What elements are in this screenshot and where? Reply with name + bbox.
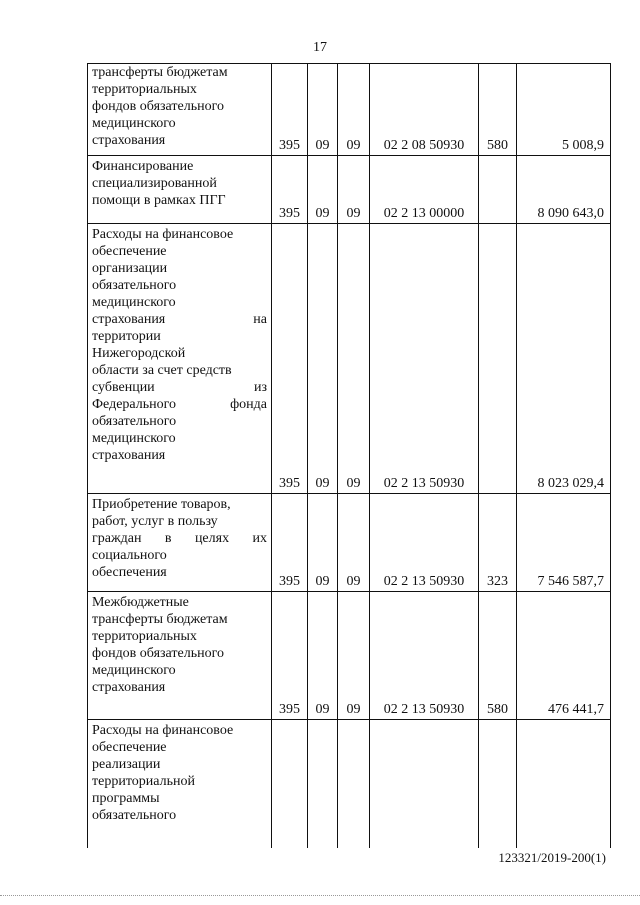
document-code: 123321/2019-200(1) bbox=[498, 850, 606, 865]
description-line: специализированной bbox=[92, 176, 217, 191]
ministry-code-cell: 395 bbox=[272, 64, 308, 156]
description-line: обеспечение bbox=[92, 244, 167, 259]
subsection-code-cell: 09 bbox=[338, 592, 370, 720]
section-code-cell: 09 bbox=[308, 64, 338, 156]
description-line bbox=[92, 379, 267, 396]
description-cell bbox=[88, 592, 272, 720]
expense-type-cell: 580 bbox=[479, 64, 517, 156]
description-line: Расходы на финансовое bbox=[92, 227, 234, 242]
description-line: Нижегородской bbox=[92, 346, 186, 361]
subsection-code-cell: 09 bbox=[338, 224, 370, 494]
description-line: медицинского bbox=[92, 663, 176, 678]
section-code-cell: 09 bbox=[308, 224, 338, 494]
description-word: на bbox=[253, 312, 267, 327]
description-line: страхования bbox=[92, 133, 166, 148]
description-cell bbox=[88, 494, 272, 592]
description-line: области за счет средств bbox=[92, 363, 232, 378]
page-number: 17 bbox=[313, 40, 327, 55]
description-line: обеспечение bbox=[92, 740, 167, 755]
amount-cell: 476 441,7 bbox=[517, 592, 611, 720]
ministry-code-cell: 395 bbox=[272, 592, 308, 720]
description-cell bbox=[88, 64, 272, 156]
description-word: граждан bbox=[92, 531, 142, 546]
description-line: Приобретение товаров, bbox=[92, 497, 231, 512]
description-line: трансферты бюджетам bbox=[92, 612, 228, 627]
table-row bbox=[88, 224, 611, 494]
description-line: территории bbox=[92, 329, 161, 344]
scan-edge bbox=[0, 895, 640, 896]
target-article-cell bbox=[370, 720, 479, 848]
expense-type-cell: 323 bbox=[479, 494, 517, 592]
subsection-code-cell: 09 bbox=[338, 64, 370, 156]
description-line: реализации bbox=[92, 757, 161, 772]
description-word: в bbox=[164, 531, 172, 546]
description-line: организации bbox=[92, 261, 168, 276]
table-row bbox=[88, 64, 611, 156]
description-cell bbox=[88, 720, 272, 848]
section-code-cell: 09 bbox=[308, 592, 338, 720]
description-line: фондов обязательного bbox=[92, 646, 224, 661]
amount-cell: 7 546 587,7 bbox=[517, 494, 611, 592]
description-line: фондов обязательного bbox=[92, 99, 224, 114]
description-word: фонда bbox=[230, 397, 267, 412]
table-row bbox=[88, 494, 611, 592]
description-word: страхования bbox=[92, 312, 166, 327]
description-word: целях bbox=[194, 531, 230, 546]
description-line: трансферты бюджетам bbox=[92, 65, 228, 80]
subsection-code-cell: 09 bbox=[338, 156, 370, 224]
target-article-cell: 02 2 13 50930 bbox=[370, 224, 479, 494]
description-line: социального bbox=[92, 548, 167, 563]
budget-table bbox=[87, 63, 611, 848]
ministry-code-cell: 395 bbox=[272, 224, 308, 494]
amount-cell: 5 008,9 bbox=[517, 64, 611, 156]
ministry-code-cell: 395 bbox=[272, 156, 308, 224]
ministry-code-cell: 395 bbox=[272, 494, 308, 592]
description-word: субвенции bbox=[92, 380, 155, 395]
amount-cell: 8 023 029,4 bbox=[517, 224, 611, 494]
subsection-code-cell bbox=[338, 720, 370, 848]
description-cell bbox=[88, 224, 272, 494]
target-article-cell: 02 2 08 50930 bbox=[370, 64, 479, 156]
table-row bbox=[88, 156, 611, 224]
table-row bbox=[88, 720, 611, 848]
expense-type-cell: 580 bbox=[479, 592, 517, 720]
ministry-code-cell bbox=[272, 720, 308, 848]
table-body bbox=[88, 64, 611, 848]
description-line: страхования bbox=[92, 680, 166, 695]
description-word: Федерального bbox=[92, 397, 177, 412]
description-line: страхования bbox=[92, 448, 166, 463]
description-line: помощи в рамках ПГГ bbox=[92, 193, 226, 208]
target-article-cell: 02 2 13 50930 bbox=[370, 592, 479, 720]
description-line bbox=[92, 311, 267, 328]
description-cell bbox=[88, 156, 272, 224]
section-code-cell: 09 bbox=[308, 494, 338, 592]
description-line: программы bbox=[92, 791, 160, 806]
description-line: Расходы на финансовое bbox=[92, 723, 234, 738]
amount-cell bbox=[517, 720, 611, 848]
description-line: территориальных bbox=[92, 82, 197, 97]
expense-type-cell bbox=[479, 720, 517, 848]
description-line: медицинского bbox=[92, 116, 176, 131]
section-code-cell bbox=[308, 720, 338, 848]
table-row bbox=[88, 592, 611, 720]
expense-type-cell bbox=[479, 224, 517, 494]
description-line: территориальных bbox=[92, 629, 197, 644]
description-line: медицинского bbox=[92, 295, 176, 310]
description-word: из bbox=[253, 380, 267, 395]
subsection-code-cell: 09 bbox=[338, 494, 370, 592]
description-line: обязательного bbox=[92, 278, 177, 293]
description-line: медицинского bbox=[92, 431, 176, 446]
description-line: обеспечения bbox=[92, 565, 167, 580]
description-word: их bbox=[252, 531, 267, 546]
target-article-cell: 02 2 13 50930 bbox=[370, 494, 479, 592]
section-code-cell: 09 bbox=[308, 156, 338, 224]
description-line: обязательного bbox=[92, 414, 177, 429]
description-line: Финансирование bbox=[92, 159, 194, 174]
target-article-cell: 02 2 13 00000 bbox=[370, 156, 479, 224]
description-line bbox=[92, 530, 267, 547]
description-line: территориальной bbox=[92, 774, 195, 789]
description-line: обязательного bbox=[92, 808, 177, 823]
expense-type-cell bbox=[479, 156, 517, 224]
description-line bbox=[92, 396, 267, 413]
amount-cell: 8 090 643,0 bbox=[517, 156, 611, 224]
description-line: Межбюджетные bbox=[92, 595, 189, 610]
description-line: работ, услуг в пользу bbox=[92, 514, 218, 529]
